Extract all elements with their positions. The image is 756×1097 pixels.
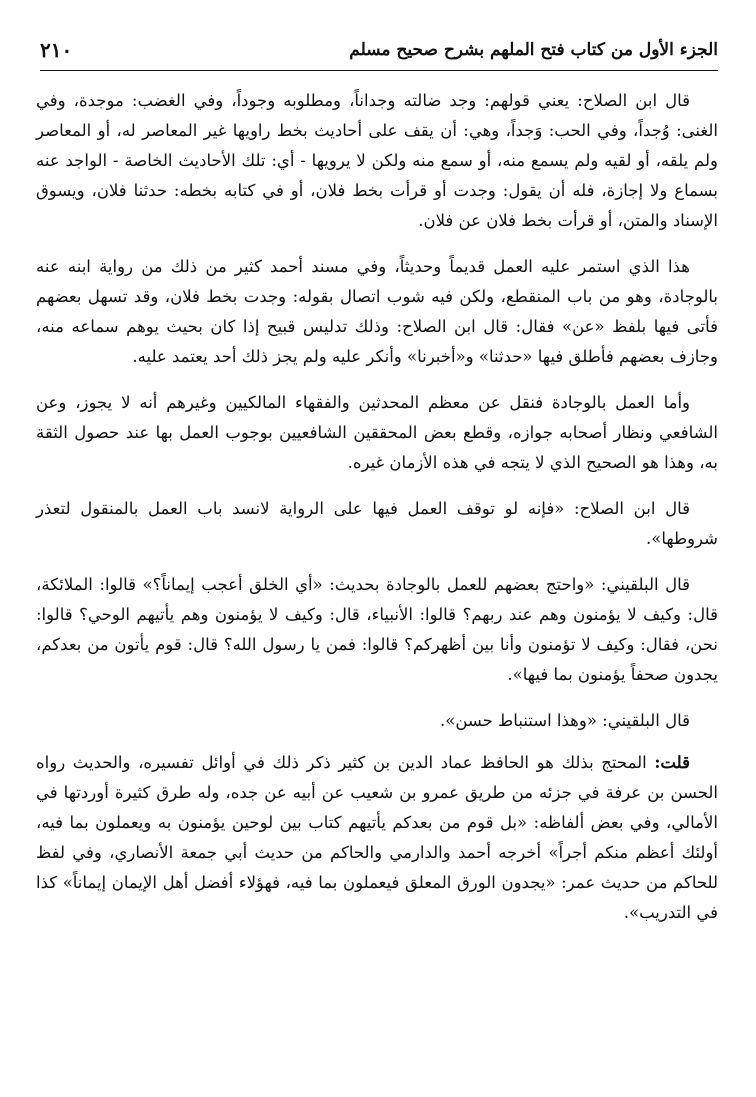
paragraph-ruling — [36, 388, 718, 478]
paragraph-bulqini-comment — [36, 706, 718, 736]
running-title: الجزء الأول من كتاب فتح الملهم بشرح صحيح مسلم — [349, 40, 718, 60]
paragraph-text: قال البلقيني: «وهذا استنباط حسن». — [439, 711, 690, 730]
paragraph-practice — [36, 252, 718, 372]
paragraph-lead-word: قلت: — [654, 753, 690, 772]
page-number: ٢١٠ — [40, 38, 73, 62]
paragraph-text: قال البلقيني: «واحتج بعضهم للعمل بالوجادة بحديث: «أي الخلق أعجب إيماناً؟» قالوا: الملائكة، قال: وكيف لا يؤمنون وهم عند ربهم؟ قالوا: الأنبياء، قال: وكيف لا يؤمنون وهم يأتيهم الوحي؟ قالوا: نحن، فقال: وكيف لا تؤمنون وأنا بين أظهركم؟ قالوا: فمن يا رسول الله؟ قال: قوم يأتون من بعدكم، يجدون صحفاً يؤمنون بما فيها». — [36, 575, 718, 684]
paragraph-author-note — [36, 748, 718, 928]
paragraph-text: هذا الذي استمر عليه العمل قديماً وحديثاً، وفي مسند أحمد كثير من ذلك من رواية ابنه عنه بالوجادة، وهو من باب المنقطع، ولكن فيه شوب اتصال بقوله: وجدت بخط فلان، وقد تسهل بعضهم فأتى فيها بلفظ «عن» فقال: قال ابن الصلاح: وذلك تدليس قبيح إذا كان بحيث يوهم سماعه منه، وجازف بعضهم فأطلق فيها «حدثنا» و«أخبرنا» وأنكر عليه ولم يجز ذلك أحد يعتمد عليه. — [36, 257, 718, 366]
paragraph-text: قال ابن الصلاح: «فإنه لو توقف العمل فيها على الرواية لانسد باب العمل بالمنقول لتعذر شروطها». — [36, 499, 718, 548]
paragraph-bulqini-hadith — [36, 570, 718, 690]
page-body — [36, 86, 718, 944]
paragraph-text: المحتج بذلك هو الحافظ عماد الدين بن كثير ذكر ذلك في أوائل تفسيره، والحديث رواه الحسن بن عرفة في جزئه من طريق عمرو بن شعيب عن أبيه عن جده، وله طرق كثيرة أوردتها في الأمالي، وفي بعض ألفاظه: «بل قوم من بعدكم يأتيهم كتاب بين لوحين يؤمنون به ويعملون بما فيه، أولئك أعظم منكم أجراً» أخرجه أحمد والدارمي والحاكم من حديث أبي جمعة الأنصاري، وفي لفظ للحاكم من حديث عمر: «يجدون الورق المعلق فيعملون بما فيه، فهؤلاء أفضل أهل الإيمان إيماناً» كذا في التدريب». — [36, 753, 718, 922]
page-header — [40, 30, 718, 71]
paragraph-ibn-salah-quote — [36, 494, 718, 554]
paragraph-text: وأما العمل بالوجادة فنقل عن معظم المحدثين والفقهاء المالكيين وغيرهم أنه لا يجوز، وعن الشافعي ونظار أصحابه جوازه، وقطع بعض المحققين الشافعيين بوجوب العمل بها عند حصول الثقة به، وهذا هو الصحيح الذي لا يتجه في هذه الأزمان غيره. — [36, 393, 718, 472]
paragraph-text: قال ابن الصلاح: يعني قولهم: وجد ضالته وجداناً، ومطلوبه وجوداً، وفي الغضب: موجدة، وفي الغنى: وُجداً، وفي الحب: وَجداً، وهي: أن يقف على أحاديث بخط راويها غير المعاصر له، أو المعاصر ولم يلقه، أو لقيه ولم يسمع منه، أو سمع منه ولكن لا يرويها - أي: تلك الأحاديث الخاصة - الواجد عنه بسماع ولا إجازة، فله أن يقول: وجدت أو قرأت بخط فلان، أو في كتابه بخطه: حدثنا فلان، ويسوق الإسناد والمتن، أو قرأت بخط فلان عن فلان. — [36, 91, 718, 230]
paragraph-ibn-salah-definition — [36, 86, 718, 236]
